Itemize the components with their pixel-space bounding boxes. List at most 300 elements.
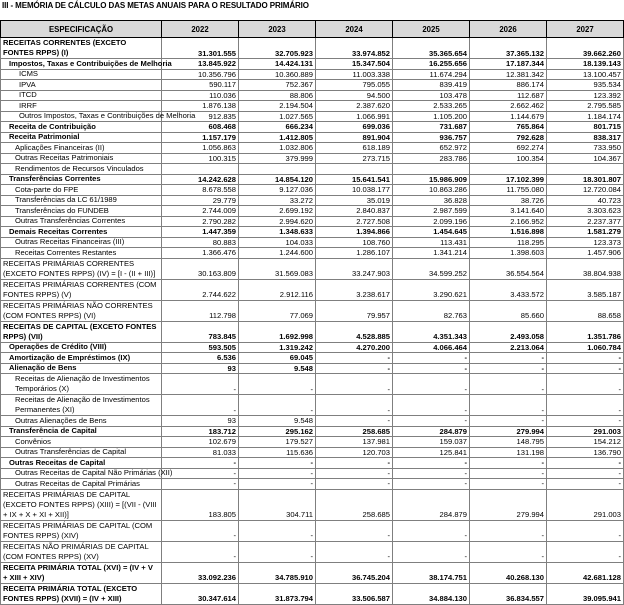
cell-value: 1.157.179 — [162, 132, 239, 143]
cell-value — [316, 164, 393, 175]
row-label: Alienação de Bens — [1, 363, 162, 374]
table-row — [1, 69, 624, 80]
cell-value: 839.419 — [393, 80, 470, 91]
row-label: RECEITAS PRIMÁRIAS CORRENTES (EXCETO FONTES RPPS) (IV) = [I - (II + III)] — [1, 258, 162, 279]
row-label: Receitas de Alienação de Investimentos Permanentes (XI) — [1, 395, 162, 416]
cell-value: - — [316, 353, 393, 364]
cell-value: - — [316, 520, 393, 541]
cell-value: 291.003 — [547, 426, 624, 437]
row-label: Transferências da LC 61/1989 — [1, 195, 162, 206]
cell-value: 1.184.174 — [547, 111, 624, 122]
table-row — [1, 80, 624, 91]
cell-value: 112.798 — [162, 300, 239, 321]
cell-value: 32.705.923 — [239, 38, 316, 59]
row-label: Outras Receitas Financeiras (III) — [1, 237, 162, 248]
cell-value: 123.373 — [547, 237, 624, 248]
row-label: RECEITAS CORRENTES (EXCETO FONTES RPPS) (I) — [1, 38, 162, 59]
cell-value: 891.904 — [316, 132, 393, 143]
page-title: III - MEMÓRIA DE CÁLCULO DAS METAS ANUAIS PARA O RESULTADO PRIMÁRIO — [2, 1, 309, 10]
cell-value: - — [393, 363, 470, 374]
cell-value: - — [316, 363, 393, 374]
header-year: 2025 — [393, 21, 470, 38]
cell-value: 81.033 — [162, 447, 239, 458]
cell-value: 783.845 — [162, 321, 239, 342]
cell-value: - — [547, 353, 624, 364]
cell-value: 731.687 — [393, 122, 470, 133]
row-label: RECEITAS PRIMÁRIAS CORRENTES (COM FONTES RPPS) (V) — [1, 279, 162, 300]
cell-value: 4.351.343 — [393, 321, 470, 342]
cell-value: 12.720.084 — [547, 185, 624, 196]
cell-value: 13.845.922 — [162, 59, 239, 70]
cell-value: 1.454.645 — [393, 227, 470, 238]
cell-value: - — [239, 520, 316, 541]
cell-value: 131.198 — [470, 447, 547, 458]
metas-table — [0, 20, 624, 605]
cell-value: 1.056.863 — [162, 143, 239, 154]
cell-value: 1.516.898 — [470, 227, 547, 238]
cell-value: - — [393, 353, 470, 364]
table-row — [1, 426, 624, 437]
cell-value: 295.162 — [239, 426, 316, 437]
cell-value: 36.554.564 — [470, 258, 547, 279]
cell-value: 6.536 — [162, 353, 239, 364]
table-row — [1, 437, 624, 448]
cell-value: 9.548 — [239, 363, 316, 374]
cell-value: 1.144.679 — [470, 111, 547, 122]
cell-value: - — [316, 479, 393, 490]
cell-value: 100.354 — [470, 153, 547, 164]
cell-value: 31.569.083 — [239, 258, 316, 279]
row-label: ICMS — [1, 69, 162, 80]
cell-value: 1.351.786 — [547, 321, 624, 342]
cell-value: 2.194.504 — [239, 101, 316, 112]
cell-value: 38.726 — [470, 195, 547, 206]
cell-value: - — [239, 395, 316, 416]
row-label: RECEITAS PRIMÁRIAS DE CAPITAL (COM FONTES RPPS) (XIV) — [1, 520, 162, 541]
table-row — [1, 111, 624, 122]
cell-value: - — [547, 395, 624, 416]
cell-value: 34.884.130 — [393, 583, 470, 604]
cell-value: 125.841 — [393, 447, 470, 458]
table-row — [1, 101, 624, 112]
cell-value: - — [316, 458, 393, 469]
cell-value: - — [239, 374, 316, 395]
cell-value: - — [162, 395, 239, 416]
row-label: Demais Receitas Correntes — [1, 227, 162, 238]
table-row — [1, 363, 624, 374]
header-year: 2024 — [316, 21, 393, 38]
cell-value: 886.174 — [470, 80, 547, 91]
cell-value: 112.687 — [470, 90, 547, 101]
cell-value: - — [470, 416, 547, 427]
row-label: Rendimentos de Recursos Vinculados — [1, 164, 162, 175]
row-label: Outras Alienações de Bens — [1, 416, 162, 427]
cell-value: 17.102.399 — [470, 174, 547, 185]
cell-value: 2.166.952 — [470, 216, 547, 227]
cell-value: 31.301.555 — [162, 38, 239, 59]
cell-value: 9.548 — [239, 416, 316, 427]
cell-value: 82.763 — [393, 300, 470, 321]
cell-value: 593.505 — [162, 342, 239, 353]
row-label: Transferências do FUNDEB — [1, 206, 162, 217]
cell-value: 1.581.279 — [547, 227, 624, 238]
row-label: RECEITAS DE CAPITAL (EXCETO FONTES RPPS) (VII) — [1, 321, 162, 342]
header-year: 2027 — [547, 21, 624, 38]
cell-value: 4.528.885 — [316, 321, 393, 342]
cell-value: 103.478 — [393, 90, 470, 101]
cell-value: 104.367 — [547, 153, 624, 164]
cell-value: 2.795.585 — [547, 101, 624, 112]
cell-value: 33.272 — [239, 195, 316, 206]
cell-value: 18.139.143 — [547, 59, 624, 70]
cell-value: - — [162, 541, 239, 562]
cell-value: 94.500 — [316, 90, 393, 101]
cell-value: - — [470, 458, 547, 469]
cell-value: 3.290.621 — [393, 279, 470, 300]
cell-value: 10.863.286 — [393, 185, 470, 196]
cell-value: 652.972 — [393, 143, 470, 154]
row-label: Outras Transferências Correntes — [1, 216, 162, 227]
cell-value: 838.317 — [547, 132, 624, 143]
cell-value: 15.347.504 — [316, 59, 393, 70]
cell-value: 1.319.242 — [239, 342, 316, 353]
cell-value: 35.019 — [316, 195, 393, 206]
row-label: Aplicações Financeiras (II) — [1, 143, 162, 154]
cell-value: - — [470, 395, 547, 416]
cell-value: - — [547, 479, 624, 490]
cell-value: - — [547, 374, 624, 395]
cell-value: 1.412.805 — [239, 132, 316, 143]
cell-value: 1.447.359 — [162, 227, 239, 238]
cell-value: 123.392 — [547, 90, 624, 101]
cell-value: 118.295 — [470, 237, 547, 248]
cell-value: 1.394.866 — [316, 227, 393, 238]
cell-value: - — [547, 363, 624, 374]
cell-value: 2.213.064 — [470, 342, 547, 353]
cell-value: 179.527 — [239, 437, 316, 448]
cell-value: - — [470, 353, 547, 364]
cell-value: 2.744.009 — [162, 206, 239, 217]
cell-value: - — [547, 416, 624, 427]
cell-value: 304.711 — [239, 489, 316, 520]
cell-value: 80.883 — [162, 237, 239, 248]
table-row — [1, 353, 624, 364]
table-row — [1, 468, 624, 479]
cell-value: - — [470, 541, 547, 562]
table-row — [1, 248, 624, 259]
cell-value: 137.981 — [316, 437, 393, 448]
cell-value: - — [470, 520, 547, 541]
cell-value — [393, 164, 470, 175]
table-row — [1, 479, 624, 490]
cell-value: 120.703 — [316, 447, 393, 458]
table-row — [1, 300, 624, 321]
table-row — [1, 321, 624, 342]
cell-value: 2.493.058 — [470, 321, 547, 342]
cell-value: 1.876.138 — [162, 101, 239, 112]
row-label: RECEITAS NÃO PRIMÁRIAS DE CAPITAL (COM FONTES RPPS) (XV) — [1, 541, 162, 562]
cell-value: 113.431 — [393, 237, 470, 248]
row-label: RECEITA PRIMÁRIA TOTAL (XVI) = (IV + V + XIII + XIV) — [1, 562, 162, 583]
cell-value: - — [393, 458, 470, 469]
cell-value: 3.303.623 — [547, 206, 624, 217]
row-label: RECEITA PRIMÁRIA TOTAL (EXCETO FONTES RPPS) (XVII) = (IV + XIII) — [1, 583, 162, 604]
cell-value: 11.755.080 — [470, 185, 547, 196]
cell-value: 31.873.794 — [239, 583, 316, 604]
cell-value: 36.834.557 — [470, 583, 547, 604]
cell-value: 1.105.200 — [393, 111, 470, 122]
table-row — [1, 562, 624, 583]
cell-value: 37.365.132 — [470, 38, 547, 59]
cell-value: - — [316, 374, 393, 395]
header-row — [1, 21, 624, 38]
cell-value: 88.658 — [547, 300, 624, 321]
table-row — [1, 395, 624, 416]
cell-value: - — [162, 479, 239, 490]
cell-value: 2.744.622 — [162, 279, 239, 300]
header-year: 2023 — [239, 21, 316, 38]
cell-value: - — [162, 458, 239, 469]
cell-value: 10.360.889 — [239, 69, 316, 80]
cell-value: - — [393, 520, 470, 541]
cell-value: 279.994 — [470, 489, 547, 520]
header-especificacao: ESPECIFICAÇÃO — [1, 21, 162, 38]
row-label: Outras Receitas Patrimoniais — [1, 153, 162, 164]
cell-value: 2.237.377 — [547, 216, 624, 227]
cell-value: 1.457.906 — [547, 248, 624, 259]
cell-value: 17.187.344 — [470, 59, 547, 70]
cell-value: 33.247.903 — [316, 258, 393, 279]
row-label: RECEITAS PRIMÁRIAS DE CAPITAL (EXCETO FONTES RPPS) (XIII) = [(VII - (VIII + IX + X + XI + XII)] — [1, 489, 162, 520]
table-row — [1, 90, 624, 101]
cell-value: 733.950 — [547, 143, 624, 154]
cell-value: - — [239, 541, 316, 562]
cell-value: 148.795 — [470, 437, 547, 448]
table-row — [1, 164, 624, 175]
cell-value: 102.679 — [162, 437, 239, 448]
cell-value: 3.141.640 — [470, 206, 547, 217]
row-label: Receita de Contribuição — [1, 122, 162, 133]
row-label: Transferências Correntes — [1, 174, 162, 185]
table-row — [1, 374, 624, 395]
row-label: Operações de Crédito (VIII) — [1, 342, 162, 353]
table-row — [1, 258, 624, 279]
cell-value: 108.760 — [316, 237, 393, 248]
cell-value: 10.356.796 — [162, 69, 239, 80]
cell-value: 38.804.938 — [547, 258, 624, 279]
cell-value: 38.174.751 — [393, 562, 470, 583]
row-label: Convênios — [1, 437, 162, 448]
row-label: Outras Transferências de Capital — [1, 447, 162, 458]
cell-value: 42.681.128 — [547, 562, 624, 583]
cell-value: 100.315 — [162, 153, 239, 164]
cell-value: - — [316, 395, 393, 416]
cell-value: 279.994 — [470, 426, 547, 437]
cell-value: - — [393, 468, 470, 479]
cell-value: 2.912.116 — [239, 279, 316, 300]
cell-value: 16.255.656 — [393, 59, 470, 70]
cell-value: 93 — [162, 416, 239, 427]
cell-value: - — [547, 520, 624, 541]
cell-value: 273.715 — [316, 153, 393, 164]
cell-value: 2.727.508 — [316, 216, 393, 227]
cell-value — [547, 164, 624, 175]
cell-value: 3.433.572 — [470, 279, 547, 300]
cell-value: 1.066.991 — [316, 111, 393, 122]
cell-value: 2.699.192 — [239, 206, 316, 217]
cell-value: 85.660 — [470, 300, 547, 321]
row-label: Amortização de Empréstimos (IX) — [1, 353, 162, 364]
cell-value: 11.674.294 — [393, 69, 470, 80]
cell-value: 33.506.587 — [316, 583, 393, 604]
cell-value: 692.274 — [470, 143, 547, 154]
cell-value: 39.095.941 — [547, 583, 624, 604]
cell-value: 291.003 — [547, 489, 624, 520]
cell-value: 1.032.806 — [239, 143, 316, 154]
cell-value: 14.854.120 — [239, 174, 316, 185]
cell-value: - — [316, 541, 393, 562]
table-row — [1, 227, 624, 238]
cell-value: 1.348.633 — [239, 227, 316, 238]
table-row — [1, 342, 624, 353]
table-row — [1, 174, 624, 185]
table-row — [1, 185, 624, 196]
table-row — [1, 59, 624, 70]
cell-value: 69.045 — [239, 353, 316, 364]
header-year: 2026 — [470, 21, 547, 38]
cell-value: 29.779 — [162, 195, 239, 206]
cell-value: 1.060.784 — [547, 342, 624, 353]
cell-value: 13.100.457 — [547, 69, 624, 80]
cell-value: 608.468 — [162, 122, 239, 133]
cell-value: 34.785.910 — [239, 562, 316, 583]
row-label: Cota-parte do FPE — [1, 185, 162, 196]
cell-value: 935.534 — [547, 80, 624, 91]
cell-value: 14.424.131 — [239, 59, 316, 70]
cell-value: - — [162, 374, 239, 395]
cell-value — [162, 164, 239, 175]
cell-value: 1.366.476 — [162, 248, 239, 259]
cell-value: 2.099.196 — [393, 216, 470, 227]
cell-value: 40.268.130 — [470, 562, 547, 583]
cell-value: 283.786 — [393, 153, 470, 164]
cell-value: 618.189 — [316, 143, 393, 154]
cell-value: 3.585.187 — [547, 279, 624, 300]
cell-value: 258.685 — [316, 426, 393, 437]
cell-value: 284.879 — [393, 489, 470, 520]
cell-value: 284.879 — [393, 426, 470, 437]
cell-value: 2.994.620 — [239, 216, 316, 227]
table-row — [1, 583, 624, 604]
table-row — [1, 122, 624, 133]
table-row — [1, 38, 624, 59]
cell-value: 14.242.628 — [162, 174, 239, 185]
cell-value: 9.127.036 — [239, 185, 316, 196]
cell-value: 795.055 — [316, 80, 393, 91]
table-body — [1, 38, 624, 605]
cell-value: 1.341.214 — [393, 248, 470, 259]
cell-value: 3.238.617 — [316, 279, 393, 300]
cell-value: 77.069 — [239, 300, 316, 321]
cell-value: 2.533.265 — [393, 101, 470, 112]
cell-value: - — [547, 541, 624, 562]
table-row — [1, 447, 624, 458]
cell-value: 88.806 — [239, 90, 316, 101]
cell-value: 115.636 — [239, 447, 316, 458]
cell-value: 136.790 — [547, 447, 624, 458]
cell-value: 765.864 — [470, 122, 547, 133]
cell-value: 15.986.909 — [393, 174, 470, 185]
table-row — [1, 153, 624, 164]
table-row — [1, 216, 624, 227]
cell-value: 699.036 — [316, 122, 393, 133]
cell-value: 10.038.177 — [316, 185, 393, 196]
row-label: Transferência de Capital — [1, 426, 162, 437]
cell-value: 34.599.252 — [393, 258, 470, 279]
cell-value: - — [239, 479, 316, 490]
cell-value: 12.381.342 — [470, 69, 547, 80]
table-row — [1, 279, 624, 300]
cell-value: - — [470, 363, 547, 374]
row-label: Outras Receitas de Capital Primárias — [1, 479, 162, 490]
cell-value: 30.163.809 — [162, 258, 239, 279]
cell-value: 752.367 — [239, 80, 316, 91]
header-year: 2022 — [162, 21, 239, 38]
cell-value: 2.840.837 — [316, 206, 393, 217]
cell-value: - — [470, 468, 547, 479]
cell-value: 8.678.558 — [162, 185, 239, 196]
cell-value: 1.027.565 — [239, 111, 316, 122]
cell-value: 33.974.852 — [316, 38, 393, 59]
row-label: Outras Receitas de Capital Não Primárias (XII) — [1, 468, 162, 479]
cell-value: 40.723 — [547, 195, 624, 206]
cell-value: 666.234 — [239, 122, 316, 133]
cell-value: 18.301.807 — [547, 174, 624, 185]
row-label: IRRF — [1, 101, 162, 112]
cell-value: - — [393, 395, 470, 416]
cell-value: 1.398.603 — [470, 248, 547, 259]
cell-value: - — [393, 374, 470, 395]
cell-value: 35.365.654 — [393, 38, 470, 59]
cell-value: 590.117 — [162, 80, 239, 91]
cell-value: 4.066.464 — [393, 342, 470, 353]
row-label: Receitas de Alienação de Investimentos Temporários (X) — [1, 374, 162, 395]
cell-value: 110.036 — [162, 90, 239, 101]
cell-value: - — [316, 468, 393, 479]
table-row — [1, 206, 624, 217]
cell-value: - — [239, 468, 316, 479]
cell-value: - — [316, 416, 393, 427]
row-label: Impostos, Taxas e Contribuições de Melhoria — [1, 59, 162, 70]
row-label: Receitas Correntes Restantes — [1, 248, 162, 259]
table-row — [1, 237, 624, 248]
cell-value — [239, 164, 316, 175]
table-row — [1, 541, 624, 562]
table-row — [1, 416, 624, 427]
cell-value: 93 — [162, 363, 239, 374]
cell-value: - — [393, 541, 470, 562]
cell-value: - — [162, 468, 239, 479]
row-label: Outros Impostos, Taxas e Contribuições de Melhoria — [1, 111, 162, 122]
cell-value: 30.347.614 — [162, 583, 239, 604]
cell-value: - — [162, 520, 239, 541]
cell-value: 912.835 — [162, 111, 239, 122]
cell-value: 936.757 — [393, 132, 470, 143]
cell-value: 2.387.620 — [316, 101, 393, 112]
cell-value: 11.003.338 — [316, 69, 393, 80]
cell-value: 154.212 — [547, 437, 624, 448]
row-label: RECEITAS PRIMÁRIAS NÃO CORRENTES (COM FONTES RPPS) (VI) — [1, 300, 162, 321]
